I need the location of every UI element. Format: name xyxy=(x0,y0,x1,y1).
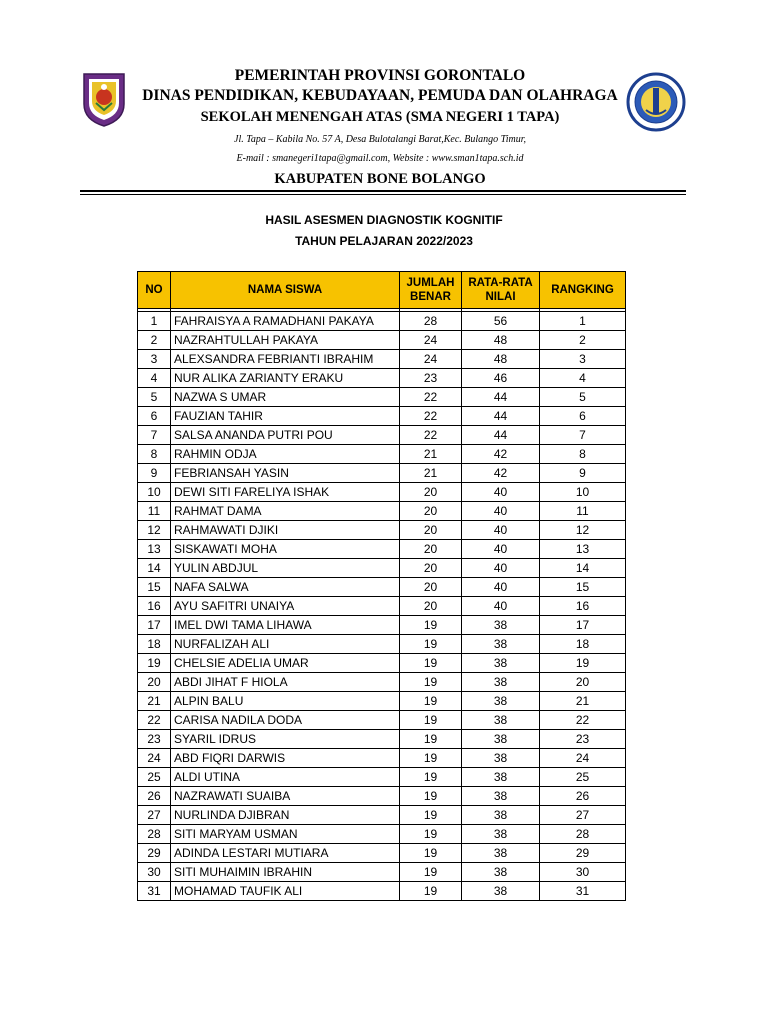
cell-student-name: CARISA NADILA DODA xyxy=(171,711,400,730)
cell-correct-count: 24 xyxy=(400,331,462,350)
cell-student-name: ABD FIQRI DARWIS xyxy=(171,749,400,768)
table-row xyxy=(138,350,626,369)
cell-average-score: 38 xyxy=(462,787,540,806)
government-name: PEMERINTAH PROVINSI GORONTALO xyxy=(234,67,526,84)
cell-rank: 24 xyxy=(540,749,626,768)
cell-student-name: ALDI UTINA xyxy=(171,768,400,787)
cell-correct-count: 24 xyxy=(400,350,462,369)
cell-average-score: 48 xyxy=(462,331,540,350)
cell-rank: 11 xyxy=(540,502,626,521)
header-no: NO xyxy=(138,272,171,309)
cell-student-name: RAHMAT DAMA xyxy=(171,502,400,521)
cell-average-score: 42 xyxy=(462,445,540,464)
cell-correct-count: 21 xyxy=(400,445,462,464)
cell-no: 23 xyxy=(138,730,171,749)
cell-student-name: IMEL DWI TAMA LIHAWA xyxy=(171,616,400,635)
cell-correct-count: 21 xyxy=(400,464,462,483)
cell-average-score: 38 xyxy=(462,768,540,787)
cell-correct-count: 19 xyxy=(400,863,462,882)
header-rank: RANGKING xyxy=(540,272,626,309)
cell-rank: 8 xyxy=(540,445,626,464)
cell-average-score: 40 xyxy=(462,540,540,559)
cell-student-name: ABDI JIHAT F HIOLA xyxy=(171,673,400,692)
cell-rank: 1 xyxy=(540,312,626,331)
cell-no: 3 xyxy=(138,350,171,369)
cell-correct-count: 22 xyxy=(400,426,462,445)
school-address: Jl. Tapa – Kabila No. 57 A, Desa Bulotalangi Barat,Kec. Bulango Timur, xyxy=(234,134,526,145)
cell-average-score: 40 xyxy=(462,559,540,578)
cell-rank: 22 xyxy=(540,711,626,730)
table-row xyxy=(138,711,626,730)
table-body xyxy=(138,309,626,901)
cell-student-name: FAHRAISYA A RAMADHANI PAKAYA xyxy=(171,312,400,331)
table-row xyxy=(138,654,626,673)
cell-no: 29 xyxy=(138,844,171,863)
cell-no: 30 xyxy=(138,863,171,882)
cell-student-name: NAFA SALWA xyxy=(171,578,400,597)
cell-correct-count: 19 xyxy=(400,844,462,863)
cell-correct-count: 19 xyxy=(400,882,462,901)
cell-correct-count: 19 xyxy=(400,806,462,825)
table-row xyxy=(138,540,626,559)
cell-average-score: 44 xyxy=(462,407,540,426)
academic-year: TAHUN PELAJARAN 2022/2023 xyxy=(295,234,473,248)
table-row xyxy=(138,578,626,597)
cell-correct-count: 20 xyxy=(400,540,462,559)
cell-student-name: NAZRAWATI SUAIBA xyxy=(171,787,400,806)
cell-no: 21 xyxy=(138,692,171,711)
table-row xyxy=(138,825,626,844)
table-row xyxy=(138,502,626,521)
cell-no: 9 xyxy=(138,464,171,483)
cell-average-score: 38 xyxy=(462,673,540,692)
letterhead-divider-thin xyxy=(80,194,686,195)
cell-average-score: 38 xyxy=(462,825,540,844)
table-row xyxy=(138,331,626,350)
cell-correct-count: 19 xyxy=(400,825,462,844)
cell-student-name: SITI MUHAIMIN IBRAHIN xyxy=(171,863,400,882)
results-table xyxy=(137,271,626,901)
cell-student-name: MOHAMAD TAUFIK ALI xyxy=(171,882,400,901)
cell-rank: 28 xyxy=(540,825,626,844)
table-row xyxy=(138,768,626,787)
header-correct-line1: JUMLAH xyxy=(406,277,455,289)
cell-no: 15 xyxy=(138,578,171,597)
cell-rank: 14 xyxy=(540,559,626,578)
regency-name: KABUPATEN BONE BOLANGO xyxy=(274,171,486,187)
cell-average-score: 38 xyxy=(462,806,540,825)
cell-no: 1 xyxy=(138,312,171,331)
cell-correct-count: 19 xyxy=(400,673,462,692)
school-contact: E-mail : smanegeri1tapa@gmail.com, Website : www.sman1tapa.sch.id xyxy=(236,153,524,164)
cell-rank: 27 xyxy=(540,806,626,825)
cell-rank: 3 xyxy=(540,350,626,369)
letterhead-divider xyxy=(80,190,686,192)
cell-no: 2 xyxy=(138,331,171,350)
table-row xyxy=(138,844,626,863)
table-row xyxy=(138,369,626,388)
cell-rank: 19 xyxy=(540,654,626,673)
letterhead xyxy=(130,66,630,190)
cell-correct-count: 19 xyxy=(400,654,462,673)
cell-no: 7 xyxy=(138,426,171,445)
cell-rank: 30 xyxy=(540,863,626,882)
cell-no: 31 xyxy=(138,882,171,901)
cell-average-score: 48 xyxy=(462,350,540,369)
cell-correct-count: 20 xyxy=(400,521,462,540)
cell-no: 18 xyxy=(138,635,171,654)
cell-student-name: NURFALIZAH ALI xyxy=(171,635,400,654)
table-row xyxy=(138,787,626,806)
cell-average-score: 38 xyxy=(462,654,540,673)
cell-average-score: 40 xyxy=(462,521,540,540)
cell-average-score: 56 xyxy=(462,312,540,331)
table-row xyxy=(138,426,626,445)
table-row xyxy=(138,445,626,464)
cell-student-name: NUR ALIKA ZARIANTY ERAKU xyxy=(171,369,400,388)
cell-rank: 21 xyxy=(540,692,626,711)
cell-no: 4 xyxy=(138,369,171,388)
cell-correct-count: 20 xyxy=(400,597,462,616)
cell-correct-count: 19 xyxy=(400,787,462,806)
table-row xyxy=(138,464,626,483)
cell-average-score: 38 xyxy=(462,882,540,901)
cell-average-score: 42 xyxy=(462,464,540,483)
table-header-row xyxy=(138,272,626,309)
provincial-crest-icon xyxy=(80,70,128,128)
header-name: NAMA SISWA xyxy=(171,272,400,309)
cell-rank: 31 xyxy=(540,882,626,901)
cell-student-name: DEWI SITI FARELIYA ISHAK xyxy=(171,483,400,502)
cell-rank: 5 xyxy=(540,388,626,407)
cell-no: 13 xyxy=(138,540,171,559)
cell-average-score: 38 xyxy=(462,692,540,711)
cell-student-name: ALEXSANDRA FEBRIANTI IBRAHIM xyxy=(171,350,400,369)
cell-average-score: 38 xyxy=(462,635,540,654)
cell-average-score: 38 xyxy=(462,863,540,882)
cell-average-score: 44 xyxy=(462,388,540,407)
table-row xyxy=(138,483,626,502)
table-row xyxy=(138,407,626,426)
cell-rank: 16 xyxy=(540,597,626,616)
cell-rank: 7 xyxy=(540,426,626,445)
cell-student-name: ALPIN BALU xyxy=(171,692,400,711)
cell-student-name: NAZWA S UMAR xyxy=(171,388,400,407)
cell-student-name: AYU SAFITRI UNAIYA xyxy=(171,597,400,616)
cell-rank: 25 xyxy=(540,768,626,787)
cell-no: 12 xyxy=(138,521,171,540)
cell-no: 8 xyxy=(138,445,171,464)
cell-average-score: 38 xyxy=(462,749,540,768)
cell-rank: 18 xyxy=(540,635,626,654)
cell-correct-count: 19 xyxy=(400,616,462,635)
cell-correct-count: 19 xyxy=(400,730,462,749)
cell-no: 24 xyxy=(138,749,171,768)
cell-average-score: 40 xyxy=(462,483,540,502)
cell-correct-count: 28 xyxy=(400,312,462,331)
cell-student-name: FEBRIANSAH YASIN xyxy=(171,464,400,483)
header-average-line1: RATA-RATA xyxy=(468,277,533,289)
table-row xyxy=(138,673,626,692)
cell-average-score: 38 xyxy=(462,616,540,635)
table-row xyxy=(138,863,626,882)
table-row xyxy=(138,616,626,635)
cell-no: 20 xyxy=(138,673,171,692)
cell-rank: 6 xyxy=(540,407,626,426)
cell-average-score: 40 xyxy=(462,578,540,597)
school-name: SEKOLAH MENENGAH ATAS (SMA NEGERI 1 TAPA) xyxy=(200,109,560,125)
cell-no: 10 xyxy=(138,483,171,502)
header-correct-line2: BENAR xyxy=(410,291,451,303)
department-name: DINAS PENDIDIKAN, KEBUDAYAAN, PEMUDA DAN OLAHRAGA xyxy=(142,87,618,104)
table-row xyxy=(138,635,626,654)
cell-student-name: YULIN ABDJUL xyxy=(171,559,400,578)
cell-student-name: SYARIL IDRUS xyxy=(171,730,400,749)
cell-average-score: 40 xyxy=(462,502,540,521)
cell-average-score: 38 xyxy=(462,844,540,863)
cell-student-name: FAUZIAN TAHIR xyxy=(171,407,400,426)
cell-rank: 9 xyxy=(540,464,626,483)
cell-student-name: RAHMAWATI DJIKI xyxy=(171,521,400,540)
cell-no: 28 xyxy=(138,825,171,844)
cell-no: 11 xyxy=(138,502,171,521)
cell-correct-count: 20 xyxy=(400,483,462,502)
cell-rank: 2 xyxy=(540,331,626,350)
cell-no: 5 xyxy=(138,388,171,407)
cell-no: 16 xyxy=(138,597,171,616)
cell-rank: 15 xyxy=(540,578,626,597)
table-row xyxy=(138,597,626,616)
cell-correct-count: 23 xyxy=(400,369,462,388)
cell-student-name: RAHMIN ODJA xyxy=(171,445,400,464)
cell-average-score: 44 xyxy=(462,426,540,445)
cell-average-score: 40 xyxy=(462,597,540,616)
cell-student-name: CHELSIE ADELIA UMAR xyxy=(171,654,400,673)
table-row xyxy=(138,882,626,901)
cell-rank: 17 xyxy=(540,616,626,635)
cell-correct-count: 19 xyxy=(400,711,462,730)
cell-rank: 4 xyxy=(540,369,626,388)
cell-rank: 20 xyxy=(540,673,626,692)
document-title: HASIL ASESMEN DIAGNOSTIK KOGNITIF xyxy=(265,213,503,227)
cell-correct-count: 20 xyxy=(400,502,462,521)
cell-average-score: 38 xyxy=(462,711,540,730)
cell-no: 26 xyxy=(138,787,171,806)
table-row xyxy=(138,806,626,825)
cell-rank: 26 xyxy=(540,787,626,806)
cell-correct-count: 22 xyxy=(400,388,462,407)
cell-rank: 10 xyxy=(540,483,626,502)
cell-average-score: 46 xyxy=(462,369,540,388)
cell-correct-count: 19 xyxy=(400,635,462,654)
table-row xyxy=(138,312,626,331)
cell-student-name: SITI MARYAM USMAN xyxy=(171,825,400,844)
cell-student-name: SALSA ANANDA PUTRI POU xyxy=(171,426,400,445)
header-average xyxy=(462,272,540,309)
table-row xyxy=(138,730,626,749)
header-average-line2: NILAI xyxy=(485,291,516,303)
cell-average-score: 38 xyxy=(462,730,540,749)
header-correct xyxy=(400,272,462,309)
cell-rank: 23 xyxy=(540,730,626,749)
cell-no: 14 xyxy=(138,559,171,578)
cell-no: 6 xyxy=(138,407,171,426)
cell-correct-count: 22 xyxy=(400,407,462,426)
cell-no: 22 xyxy=(138,711,171,730)
table-row xyxy=(138,559,626,578)
cell-correct-count: 20 xyxy=(400,559,462,578)
cell-student-name: ADINDA LESTARI MUTIARA xyxy=(171,844,400,863)
cell-correct-count: 19 xyxy=(400,692,462,711)
cell-student-name: NURLINDA DJIBRAN xyxy=(171,806,400,825)
cell-no: 17 xyxy=(138,616,171,635)
cell-rank: 29 xyxy=(540,844,626,863)
table-row xyxy=(138,521,626,540)
table-row xyxy=(138,692,626,711)
cell-student-name: NAZRAHTULLAH PAKAYA xyxy=(171,331,400,350)
school-emblem-icon xyxy=(626,70,686,134)
cell-no: 25 xyxy=(138,768,171,787)
cell-correct-count: 19 xyxy=(400,749,462,768)
cell-correct-count: 19 xyxy=(400,768,462,787)
table-row xyxy=(138,388,626,407)
cell-rank: 12 xyxy=(540,521,626,540)
cell-rank: 13 xyxy=(540,540,626,559)
cell-correct-count: 20 xyxy=(400,578,462,597)
cell-no: 19 xyxy=(138,654,171,673)
table-row xyxy=(138,749,626,768)
cell-no: 27 xyxy=(138,806,171,825)
cell-student-name: SISKAWATI MOHA xyxy=(171,540,400,559)
